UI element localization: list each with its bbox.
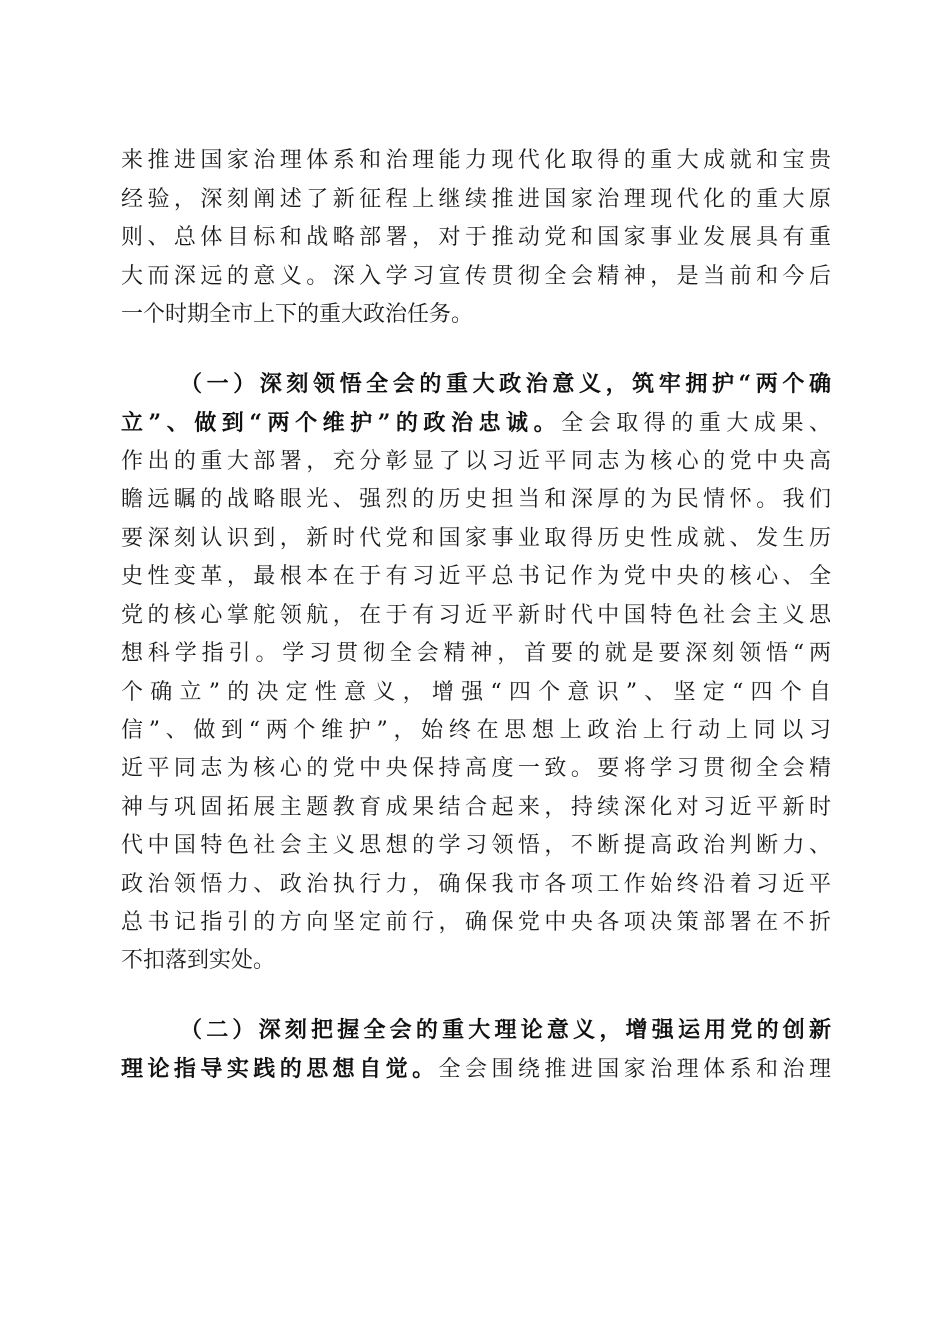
text-line: 大而深远的意义。深入学习宣传贯彻全会精神，是当前和今后 [121, 264, 831, 289]
text-line: 信”、做到“两个维护”，始终在思想上政治上行动上同以习 [121, 718, 831, 743]
text-line: 党的核心掌舵领航，在于有习近平新时代中国特色社会主义思 [121, 603, 831, 628]
text-line: 不扣落到实处。 [121, 948, 276, 973]
text-line: 个确立”的决定性意义，增强“四个意识”、坚定“四个自 [121, 680, 831, 705]
text-line: 经验，深刻阐述了新征程上继续推进国家治理现代化的重大原 [121, 187, 831, 212]
section-heading-line [180, 365, 831, 403]
text-line: 理论指导实践的思想自觉。全会围绕推进国家治理体系和治理 [121, 1056, 831, 1082]
text-line: 神与巩固拓展主题教育成果结合起来，持续深化对习近平新时 [121, 795, 831, 820]
text-line: 来推进国家治理体系和治理能力现代化取得的重大成就和宝贵 [121, 148, 831, 173]
text-line: 代中国特色社会主义思想的学习领悟，不断提高政治判断力、 [121, 833, 831, 858]
text-line: 立”、做到“两个维护”的政治忠诚。全会取得的重大成果、 [121, 410, 831, 436]
section-heading: （一）深刻领悟全会的重大政治意义，筑牢拥护“两个确 [180, 371, 831, 397]
section-heading: （二）深刻把握全会的重大理论意义，增强运用党的创新 [180, 1017, 831, 1043]
text-line: 总书记指引的方向坚定前行，确保党中央各项决策部署在不折 [121, 910, 831, 935]
text-line: 近平同志为核心的党中央保持高度一致。要将学习贯彻全会精 [121, 756, 831, 781]
text-line: 要深刻认识到，新时代党和国家事业取得历史性成就、发生历 [121, 526, 831, 551]
text-line: 作出的重大部署，充分彰显了以习近平同志为核心的党中央高 [121, 449, 831, 474]
text-line: 则、总体目标和战略部署，对于推动党和国家事业发展具有重 [121, 225, 831, 250]
section-heading: 理论指导实践的思想自觉。 [121, 1056, 439, 1082]
text-line: 史性变革，最根本在于有习近平总书记作为党中央的核心、全 [121, 564, 831, 589]
text-line: 一个时期全市上下的重大政治任务。 [121, 302, 474, 327]
text-line: 想科学指引。学习贯彻全会精神，首要的就是要深刻领悟“两 [121, 641, 831, 666]
text-line: 瞻远瞩的战略眼光、强烈的历史担当和深厚的为民情怀。我们 [121, 487, 831, 512]
section-heading-line [180, 1011, 831, 1049]
text-line: 政治领悟力、政治执行力，确保我市各项工作始终沿着习近平 [121, 872, 831, 897]
section-heading: 立”、做到“两个维护”的政治忠诚。 [121, 410, 562, 436]
